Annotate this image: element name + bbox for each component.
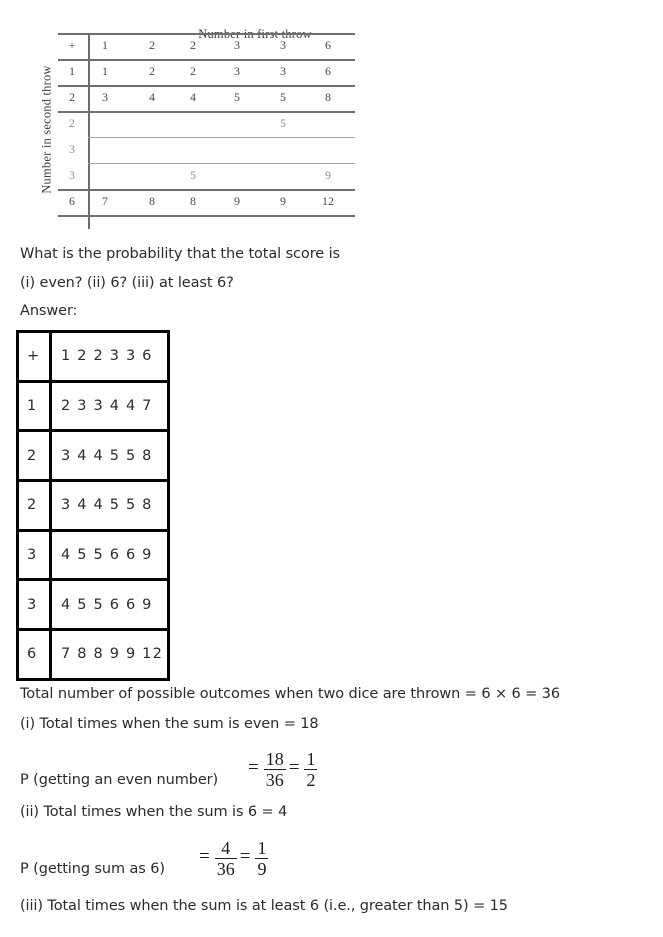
row-key: 3 [19,532,52,579]
fraction-1-9 [252,839,271,879]
figure-cell: 7 [102,194,108,208]
equals-sign: = [248,756,259,778]
figure-cell: 8 [149,194,155,208]
figure-corner-symbol: + [68,38,76,52]
row-values: 4 5 5 6 6 9 [61,547,153,564]
part-iii-count-line: (iii) Total times when the sum is at least 6 (i.e., greater than 5) = 15 [20,898,508,914]
scanned-dice-table-figure [0,0,663,236]
table-row [19,383,167,433]
figure-cell: 8 [325,90,331,104]
fraction-1-2 [301,750,320,790]
figure-y-axis-label: Number in second throw [39,65,54,194]
part-ii-count-line: (ii) Total times when the sum is 6 = 4 [20,804,288,820]
figure-data-row [58,85,355,111]
figure-header-row [58,33,355,59]
table-row [19,432,167,482]
figure-data-row [58,59,355,85]
figure-grid [58,33,355,229]
numerator: 1 [306,749,316,769]
numerator: 1 [257,838,267,858]
figure-cell: 9 [280,194,286,208]
table-row [19,333,167,383]
figure-cell: 5 [234,90,240,104]
part-ii-probability-label: P (getting sum as 6) [20,861,165,877]
figure-data-row [58,111,355,137]
table-row [19,631,167,681]
figure-cell: 2 [149,64,155,78]
numerator: 18 [265,749,284,769]
figure-cell: 9 [234,194,240,208]
table-row [19,581,167,631]
part-i-count-line: (i) Total times when the sum is even = 18 [20,716,319,732]
answer-label: Answer: [20,303,78,319]
equals-sign: = [199,845,210,867]
figure-row-key: 2 [69,90,75,104]
row-key: 3 [19,581,52,628]
figure-col-header: 2 [190,38,196,52]
table-row [19,482,167,532]
row-values: 2 3 3 4 4 7 [61,398,153,415]
figure-row-key: 3 [69,142,75,156]
row-values: 3 4 4 5 5 8 [61,497,153,514]
denominator: 2 [306,770,316,791]
denominator: 9 [257,859,267,880]
part-ii-fraction-expression [199,839,271,879]
figure-col-header: 1 [102,38,108,52]
figure-cell: 2 [190,64,196,78]
row-values: 1 2 2 3 3 6 [61,348,153,365]
row-key: + [19,333,52,380]
part-i-probability-label: P (getting an even number) [20,772,219,788]
fraction-18-36 [261,750,289,790]
row-values: 7 8 8 9 9 12 [61,646,164,663]
table-row [19,532,167,582]
total-outcomes-line: Total number of possible outcomes when two dice are thrown = 6 × 6 = 36 [20,686,560,702]
figure-cell: 9 [325,168,331,182]
row-values: 4 5 5 6 6 9 [61,596,153,613]
figure-data-row [58,137,355,163]
row-key: 2 [19,432,52,479]
figure-cell: 4 [190,90,196,104]
figure-cell: 1 [102,64,108,78]
part-i-fraction-expression [248,750,320,790]
figure-cell: 4 [149,90,155,104]
equals-sign: = [288,756,300,778]
fraction-4-36 [212,839,240,879]
figure-data-row [58,189,355,215]
figure-row-key: 2 [69,116,75,130]
denominator: 36 [265,770,284,791]
answer-sum-table [16,330,170,681]
numerator: 4 [221,838,231,858]
figure-col-header: 3 [234,38,240,52]
figure-cell: 6 [325,64,331,78]
figure-cell: 3 [280,64,286,78]
row-key: 2 [19,482,52,529]
row-key: 1 [19,383,52,430]
question-line-1: What is the probability that the total score is [20,246,340,262]
denominator: 36 [216,859,235,880]
equals-sign: = [239,845,251,867]
figure-row-key: 1 [69,64,75,78]
figure-cell: 5 [280,90,286,104]
figure-col-header: 2 [149,38,155,52]
figure-cell: 5 [280,116,286,130]
question-line-2: (i) even? (ii) 6? (iii) at least 6? [20,275,234,291]
figure-col-header: 6 [325,38,331,52]
figure-cell: 3 [102,90,108,104]
figure-cell: 5 [190,168,196,182]
row-values: 3 4 4 5 5 8 [61,447,153,464]
figure-cell: 3 [234,64,240,78]
figure-cell: 12 [322,194,334,208]
figure-col-header: 3 [280,38,286,52]
figure-data-row [58,163,355,189]
figure-row-key: 3 [69,168,75,182]
figure-cell: 8 [190,194,196,208]
row-key: 6 [19,631,52,678]
figure-row-key: 6 [69,194,75,208]
figure-rule-bottom [58,215,355,217]
